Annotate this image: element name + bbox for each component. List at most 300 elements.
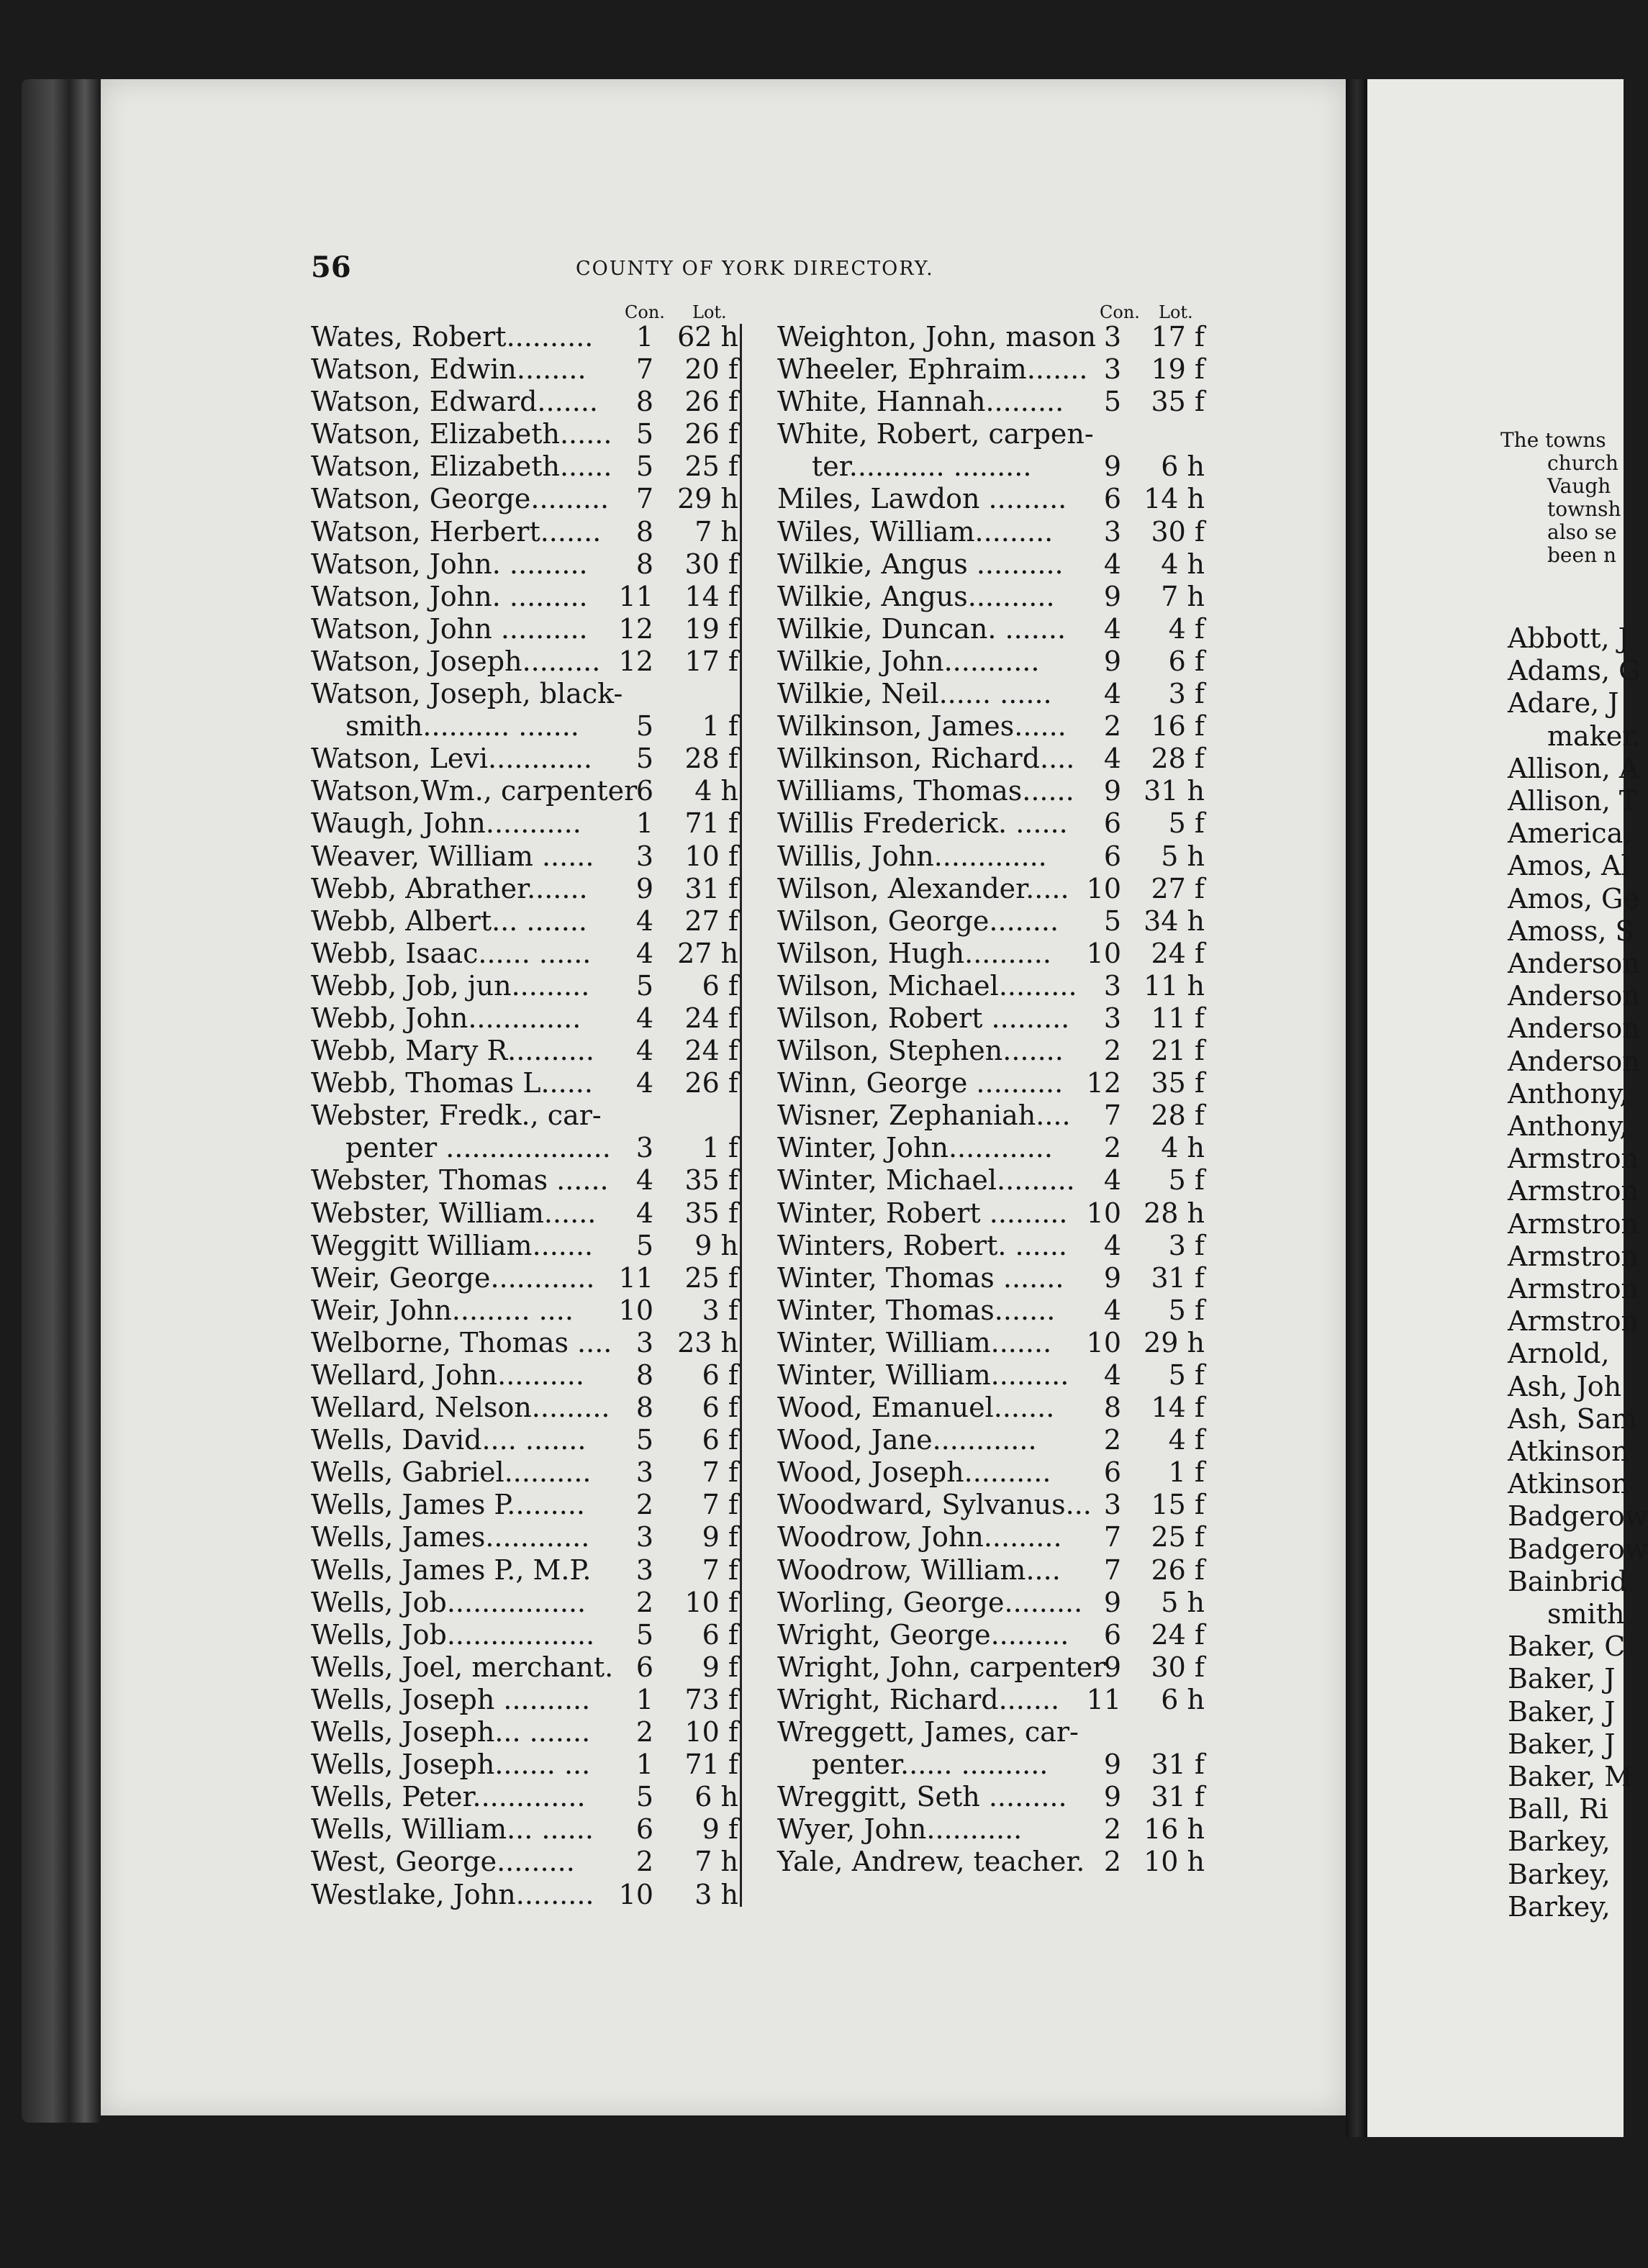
right-page-entry: Arnold,: [1508, 1338, 1610, 1370]
entry-name: Wiles, William.........: [777, 515, 1054, 548]
entry-name: Webb, Job, jun.........: [311, 969, 590, 1002]
directory-entry: [311, 873, 743, 905]
right-page-entry: Anderson: [1508, 948, 1640, 979]
entry-con: 9: [1103, 1261, 1121, 1294]
entry-name: ter........... .........: [812, 450, 1032, 483]
entry-name: Waugh, John...........: [311, 807, 581, 840]
entry-con: 3: [635, 1132, 653, 1164]
directory-entry: [777, 1716, 1209, 1748]
entry-lot: 11 f: [1151, 1002, 1205, 1034]
directory-entry: [777, 1587, 1209, 1619]
entry-con: 3: [635, 1456, 653, 1489]
entry-lot: 24 f: [1151, 1618, 1205, 1651]
right-page-entry: Baker, J: [1508, 1695, 1616, 1728]
entry-name: Weir, George............: [311, 1261, 595, 1294]
entry-name: Yale, Andrew, teacher.: [777, 1846, 1085, 1878]
entry-lot: 10 f: [684, 1586, 738, 1618]
entry-name: Watson, Edwin........: [311, 353, 587, 386]
entry-name: Worling, George.........: [777, 1586, 1083, 1618]
entry-name: Webster, Fredk., car-: [311, 1099, 602, 1132]
directory-entry: [311, 353, 743, 386]
right-page-entry: Ash, Sam: [1508, 1402, 1638, 1435]
right-page-entry: Anthony,: [1508, 1077, 1629, 1110]
entry-con: 5: [635, 1618, 653, 1651]
entry-con: 10: [1086, 1197, 1121, 1229]
directory-entry: [311, 450, 743, 483]
entry-lot: 6 f: [702, 1618, 738, 1651]
entry-name: Webb, Thomas L......: [311, 1067, 593, 1099]
entry-con: 4: [635, 1067, 653, 1099]
entry-con: 3: [635, 840, 653, 872]
entry-name: Wilkinson, James......: [777, 710, 1067, 743]
entry-name: Wilson, Robert .........: [777, 1002, 1070, 1034]
right-page-entry: Amoss, S: [1508, 915, 1634, 947]
note-line: Vaugh: [1547, 474, 1611, 498]
entry-lot: 19 f: [1151, 353, 1205, 386]
entry-lot: 1 f: [702, 710, 738, 743]
entry-lot: 30 f: [1151, 515, 1205, 548]
entry-name: Wright, George.........: [777, 1618, 1069, 1651]
entry-lot: 15 f: [1151, 1489, 1205, 1521]
directory-entry: [311, 1035, 743, 1067]
entry-lot: 21 f: [1151, 1035, 1205, 1067]
entry-lot: 5 h: [1161, 1586, 1205, 1618]
right-page-entry: Baker, J: [1508, 1728, 1616, 1760]
directory-entry: [777, 548, 1209, 581]
directory-entry: [777, 1132, 1209, 1164]
entry-con: 11: [1086, 1683, 1121, 1715]
entry-lot: 26 f: [1151, 1553, 1205, 1586]
book-gutter: [1346, 79, 1367, 2137]
entry-name: Winter, John............: [777, 1132, 1053, 1164]
directory-entry: [311, 1099, 743, 1132]
entry-name: Watson, Edward.......: [311, 386, 598, 418]
directory-entry: [311, 743, 743, 775]
entry-lot: 29 h: [677, 483, 738, 515]
entry-name: Webb, Albert... .......: [311, 904, 587, 937]
entry-name: penter...... ..........: [812, 1748, 1049, 1781]
entry-lot: 31 f: [1151, 1781, 1205, 1813]
entry-con: 9: [1103, 1781, 1121, 1813]
directory-entry: [777, 905, 1209, 938]
directory-entry: [777, 450, 1209, 483]
entry-lot: 9 f: [702, 1813, 738, 1846]
right-page-entry: America,: [1508, 817, 1632, 850]
entry-name: Wells, Joseph....... ...: [311, 1748, 591, 1781]
entry-con: 5: [635, 1229, 653, 1261]
entry-con: 5: [635, 1781, 653, 1813]
entry-lot: 6 f: [702, 969, 738, 1002]
entry-lot: 5 f: [1168, 1164, 1205, 1197]
entry-lot: 34 h: [1144, 904, 1205, 937]
entry-con: 5: [1103, 904, 1121, 937]
entry-con: 5: [635, 418, 653, 450]
entry-name: Wells, James P., M.P.: [311, 1553, 592, 1586]
right-page-entry: Anderson: [1508, 980, 1640, 1012]
entry-con: 2: [635, 1716, 653, 1748]
entry-name: Watson, Joseph, black-: [311, 678, 623, 710]
entry-name: Winter, Thomas .......: [777, 1261, 1064, 1294]
entry-con: 3: [1103, 353, 1121, 386]
entry-lot: 20 f: [684, 353, 738, 386]
directory-entry: [311, 1554, 743, 1587]
entry-con: 8: [635, 515, 653, 548]
entry-lot: 4 f: [1168, 1424, 1205, 1456]
directory-entry: [777, 386, 1209, 418]
directory-entry: [311, 1424, 743, 1456]
entry-lot: 7 f: [702, 1456, 738, 1489]
entry-con: 2: [1103, 1132, 1121, 1164]
directory-entry: [777, 1392, 1209, 1424]
entry-lot: 5 h: [1161, 840, 1205, 872]
entry-name: Wells, Joel, merchant.: [311, 1651, 614, 1683]
entry-con: 5: [635, 710, 653, 743]
directory-entry: [311, 1587, 743, 1619]
entry-lot: 7 h: [1161, 580, 1205, 612]
right-page-entry: Baker, J: [1508, 1663, 1616, 1695]
entry-lot: 10 h: [1144, 1846, 1205, 1878]
entry-con: 4: [635, 904, 653, 937]
directory-entry: [777, 1619, 1209, 1651]
running-head: COUNTY OF YORK DIRECTORY.: [576, 258, 934, 280]
entry-lot: 16 h: [1144, 1813, 1205, 1846]
entry-name: Weaver, William ......: [311, 840, 594, 872]
entry-lot: 6 f: [1168, 645, 1205, 677]
entry-name: Miles, Lawdon .........: [777, 483, 1067, 515]
entry-name: Watson, Levi............: [311, 743, 592, 775]
entry-name: Williams, Thomas......: [777, 775, 1074, 807]
directory-entry: [777, 1359, 1209, 1392]
directory-entry: [311, 1456, 743, 1489]
entry-name: Woodrow, William....: [777, 1553, 1061, 1586]
entry-name: Wilson, George........: [777, 904, 1059, 937]
directory-entry: [311, 548, 743, 581]
entry-con: 8: [1103, 1392, 1121, 1424]
entry-lot: 6 f: [702, 1359, 738, 1391]
directory-entry: [777, 613, 1209, 645]
directory-entry: [777, 1262, 1209, 1294]
entry-con: 3: [635, 1521, 653, 1553]
entry-name: Winter, William.......: [777, 1326, 1052, 1358]
directory-entry: [777, 1230, 1209, 1262]
entry-con: 10: [1086, 1326, 1121, 1358]
directory-entry: [311, 1716, 743, 1748]
entry-name: Wells, David.... .......: [311, 1424, 587, 1456]
directory-entry: [311, 418, 743, 450]
entry-con: 10: [618, 1294, 653, 1326]
entry-con: 10: [1086, 937, 1121, 969]
entry-lot: 5 f: [1168, 1359, 1205, 1391]
entry-name: Wilkinson, Richard....: [777, 743, 1075, 775]
right-page-entry: Badgerow: [1508, 1500, 1648, 1533]
entry-con: 3: [1103, 1002, 1121, 1034]
directory-entry: [311, 775, 743, 807]
right-page-entry: Allison, A: [1508, 752, 1639, 784]
directory-entry: [777, 1813, 1209, 1846]
entry-lot: 31 f: [1151, 1748, 1205, 1781]
directory-entry: [777, 1067, 1209, 1099]
entry-con: 5: [635, 450, 653, 483]
directory-entry: [777, 873, 1209, 905]
right-page-entry: Armstron: [1508, 1175, 1639, 1207]
directory-entry: [311, 1197, 743, 1230]
entry-con: 3: [1103, 321, 1121, 353]
directory-entry: [777, 1684, 1209, 1716]
entry-name: Wilson, Stephen.......: [777, 1035, 1064, 1067]
right-page-entry: Abbott, J: [1508, 622, 1629, 654]
right-page-entry: Atkinson: [1508, 1435, 1629, 1467]
directory-entry: [311, 321, 743, 353]
right-page-entry: Armstron: [1508, 1240, 1639, 1272]
directory-entry: [311, 1359, 743, 1392]
entry-lot: 24 f: [684, 1002, 738, 1034]
entry-lot: 6 h: [1161, 450, 1205, 483]
entry-lot: 6 h: [694, 1781, 738, 1813]
directory-entry: [777, 1002, 1209, 1035]
entry-con: 6: [635, 775, 653, 807]
directory-entry: [311, 1294, 743, 1327]
directory-entry: [777, 321, 1209, 353]
entry-name: Woodward, Sylvanus...: [777, 1489, 1092, 1521]
directory-entry: [777, 710, 1209, 743]
directory-entry: [777, 775, 1209, 807]
entry-lot: 9 h: [694, 1229, 738, 1261]
entry-con: 9: [1103, 450, 1121, 483]
entry-lot: 28 h: [1144, 1197, 1205, 1229]
entry-con: 6: [1103, 1618, 1121, 1651]
entry-name: Winter, Michael.........: [777, 1164, 1075, 1197]
entry-lot: 31 h: [1144, 775, 1205, 807]
entry-con: 1: [635, 807, 653, 840]
entry-lot: 5 f: [1168, 807, 1205, 840]
directory-entry: [777, 1781, 1209, 1813]
entry-name: Watson, John. .........: [311, 580, 588, 612]
entry-lot: 62 h: [677, 321, 738, 353]
entry-con: 4: [1103, 743, 1121, 775]
right-page-entry: Amos, Al: [1508, 850, 1630, 882]
directory-entry: [777, 1748, 1209, 1781]
directory-entry: [311, 1327, 743, 1359]
directory-entry: [311, 1392, 743, 1424]
directory-entry: [311, 970, 743, 1002]
entry-name: Wells, James P.........: [311, 1489, 585, 1521]
entry-name: Webb, Isaac...... ......: [311, 937, 592, 969]
right-page-entry: Barkey,: [1508, 1858, 1611, 1890]
note-line: townsh: [1547, 497, 1621, 521]
right-page-entry: Adams, G: [1508, 655, 1641, 687]
entry-name: Watson, Joseph.........: [311, 645, 601, 677]
entry-con: 4: [1103, 1359, 1121, 1391]
entry-con: 4: [1103, 612, 1121, 645]
entry-con: 2: [1103, 1846, 1121, 1878]
entry-name: Wisner, Zephaniah....: [777, 1099, 1071, 1132]
entry-lot: 35 f: [684, 1164, 738, 1197]
directory-entry: [777, 645, 1209, 678]
entry-con: 4: [635, 1035, 653, 1067]
directory-entry: [777, 938, 1209, 970]
right-page-entry: Bainbrid: [1508, 1565, 1628, 1597]
entry-name: West, George.........: [311, 1846, 575, 1878]
directory-entry: [777, 1327, 1209, 1359]
directory-entry: [311, 1067, 743, 1099]
entry-lot: 4 h: [1161, 548, 1205, 580]
right-page-entry: maker.: [1547, 720, 1642, 752]
directory-entry: [311, 613, 743, 645]
entry-lot: 73 f: [684, 1683, 738, 1715]
note-line: church: [1547, 451, 1618, 475]
entry-name: Willis Frederick. ......: [777, 807, 1068, 840]
entry-lot: 31 f: [684, 872, 738, 904]
entry-con: 10: [1086, 872, 1121, 904]
directory-entry: [311, 905, 743, 938]
directory-entry: [311, 710, 743, 743]
entry-lot: 14 h: [1144, 483, 1205, 515]
directory-entry: [777, 581, 1209, 613]
entry-lot: 1 f: [1168, 1456, 1205, 1489]
directory-entry: [311, 386, 743, 418]
entry-name: Winter, Thomas.......: [777, 1294, 1056, 1326]
entry-name: Watson, Elizabeth......: [311, 450, 612, 483]
entry-lot: 9 f: [702, 1651, 738, 1683]
right-page-entry: Allison, T: [1508, 785, 1638, 817]
entry-lot: 27 f: [1151, 872, 1205, 904]
page-number: 56: [311, 250, 351, 284]
directory-entry: [311, 1684, 743, 1716]
entry-name: Wells, Peter.............: [311, 1781, 586, 1813]
entry-con: 7: [1103, 1553, 1121, 1586]
directory-entry: [777, 1651, 1209, 1684]
entry-name: Watson, John. .........: [311, 548, 588, 580]
entry-con: 8: [635, 1392, 653, 1424]
entry-name: Webb, Abrather.......: [311, 872, 588, 904]
entry-name: penter ...................: [345, 1132, 611, 1164]
entry-name: Wood, Joseph..........: [777, 1456, 1051, 1489]
entry-lot: 29 h: [1144, 1326, 1205, 1358]
entry-name: Winter, William.........: [777, 1359, 1069, 1391]
entry-name: Willis, John.............: [777, 840, 1047, 872]
entry-name: Wilkie, Neil...... ......: [777, 678, 1052, 710]
entry-name: Weighton, John, mason: [777, 321, 1096, 353]
entry-name: Wheeler, Ephraim.......: [777, 353, 1088, 386]
directory-entry: [311, 1846, 743, 1878]
left-con-header: Con.: [625, 302, 665, 322]
entry-con: 9: [1103, 1586, 1121, 1618]
entry-lot: 24 f: [684, 1035, 738, 1067]
entry-con: 8: [635, 1359, 653, 1391]
directory-entry: [311, 938, 743, 970]
right-page-entry: Anthony,: [1508, 1110, 1629, 1142]
entry-name: Winn, George ..........: [777, 1067, 1064, 1099]
right-page-entry: Adare, J: [1508, 687, 1619, 720]
entry-name: smith.......... .......: [345, 710, 579, 743]
right-page-entry: Baker, C: [1508, 1630, 1626, 1663]
entry-name: Westlake, John.........: [311, 1878, 594, 1910]
entry-name: Wilkie, John...........: [777, 645, 1040, 677]
right-column: [777, 321, 1209, 1879]
entry-name: Wilkie, Angus..........: [777, 580, 1055, 612]
entry-lot: 35 f: [684, 1197, 738, 1229]
entry-lot: 30 f: [1151, 1651, 1205, 1683]
entry-lot: 17 f: [684, 645, 738, 677]
left-lot-header: Lot.: [692, 302, 727, 322]
entry-con: 6: [1103, 483, 1121, 515]
entry-name: Watson, Elizabeth......: [311, 418, 612, 450]
directory-entry: [311, 645, 743, 678]
entry-lot: 7 f: [702, 1553, 738, 1586]
right-page-entry: Anderson: [1508, 1045, 1640, 1077]
entry-con: 7: [635, 353, 653, 386]
directory-entry: [777, 1424, 1209, 1456]
right-page-entry: Badgerow: [1508, 1533, 1648, 1565]
directory-entry: [311, 1651, 743, 1684]
entry-con: 9: [1103, 580, 1121, 612]
directory-entry: [311, 1002, 743, 1035]
entry-con: 6: [1103, 1456, 1121, 1489]
entry-con: 6: [635, 1813, 653, 1846]
entry-lot: 5 f: [1168, 1294, 1205, 1326]
entry-con: 5: [635, 969, 653, 1002]
entry-name: Winter, Robert .........: [777, 1197, 1068, 1229]
entry-con: 9: [1103, 775, 1121, 807]
entry-name: Wells, Joseph... .......: [311, 1716, 591, 1748]
entry-lot: 23 h: [677, 1326, 738, 1358]
entry-name: Watson, Herbert.......: [311, 515, 602, 548]
entry-con: 11: [618, 1261, 653, 1294]
entry-con: 1: [635, 1748, 653, 1781]
entry-con: 6: [1103, 807, 1121, 840]
entry-con: 4: [635, 1002, 653, 1034]
directory-entry: [777, 807, 1209, 840]
right-page-entry: Ash, Joh: [1508, 1370, 1622, 1402]
entry-con: 9: [1103, 1651, 1121, 1683]
entry-name: Webb, John.............: [311, 1002, 581, 1034]
entry-name: Watson, George.........: [311, 483, 610, 515]
directory-entry: [311, 1489, 743, 1521]
directory-entry: [777, 1099, 1209, 1132]
directory-entry: [777, 970, 1209, 1002]
directory-entry: [777, 1521, 1209, 1553]
directory-entry: [311, 1879, 743, 1911]
entry-con: 3: [635, 1326, 653, 1358]
entry-con: 7: [635, 483, 653, 515]
entry-con: 11: [618, 580, 653, 612]
right-page-entry: Atkinson: [1508, 1468, 1629, 1500]
entry-lot: 6 f: [702, 1392, 738, 1424]
directory-entry: [777, 418, 1209, 450]
directory-entry: [777, 353, 1209, 386]
entry-lot: 16 f: [1151, 710, 1205, 743]
entry-name: Watson, John ..........: [311, 612, 588, 645]
entry-name: Wreggitt, Seth .........: [777, 1781, 1067, 1813]
entry-con: 2: [1103, 1035, 1121, 1067]
entry-name: Wood, Jane............: [777, 1424, 1037, 1456]
directory-entry: [311, 678, 743, 710]
entry-lot: 26 f: [684, 418, 738, 450]
right-page-entry: smith: [1547, 1598, 1625, 1630]
entry-lot: 35 f: [1151, 386, 1205, 418]
entry-lot: 71 f: [684, 1748, 738, 1781]
directory-entry: [777, 1489, 1209, 1521]
entry-lot: 35 f: [1151, 1067, 1205, 1099]
entry-con: 12: [618, 645, 653, 677]
entry-con: 2: [1103, 1424, 1121, 1456]
entry-lot: 19 f: [684, 612, 738, 645]
note-line: been n: [1547, 543, 1617, 567]
entry-name: Wells, Job.................: [311, 1618, 595, 1651]
entry-name: Wright, Richard.......: [777, 1683, 1060, 1715]
entry-lot: 10 f: [684, 1716, 738, 1748]
book-spine: [22, 79, 101, 2123]
